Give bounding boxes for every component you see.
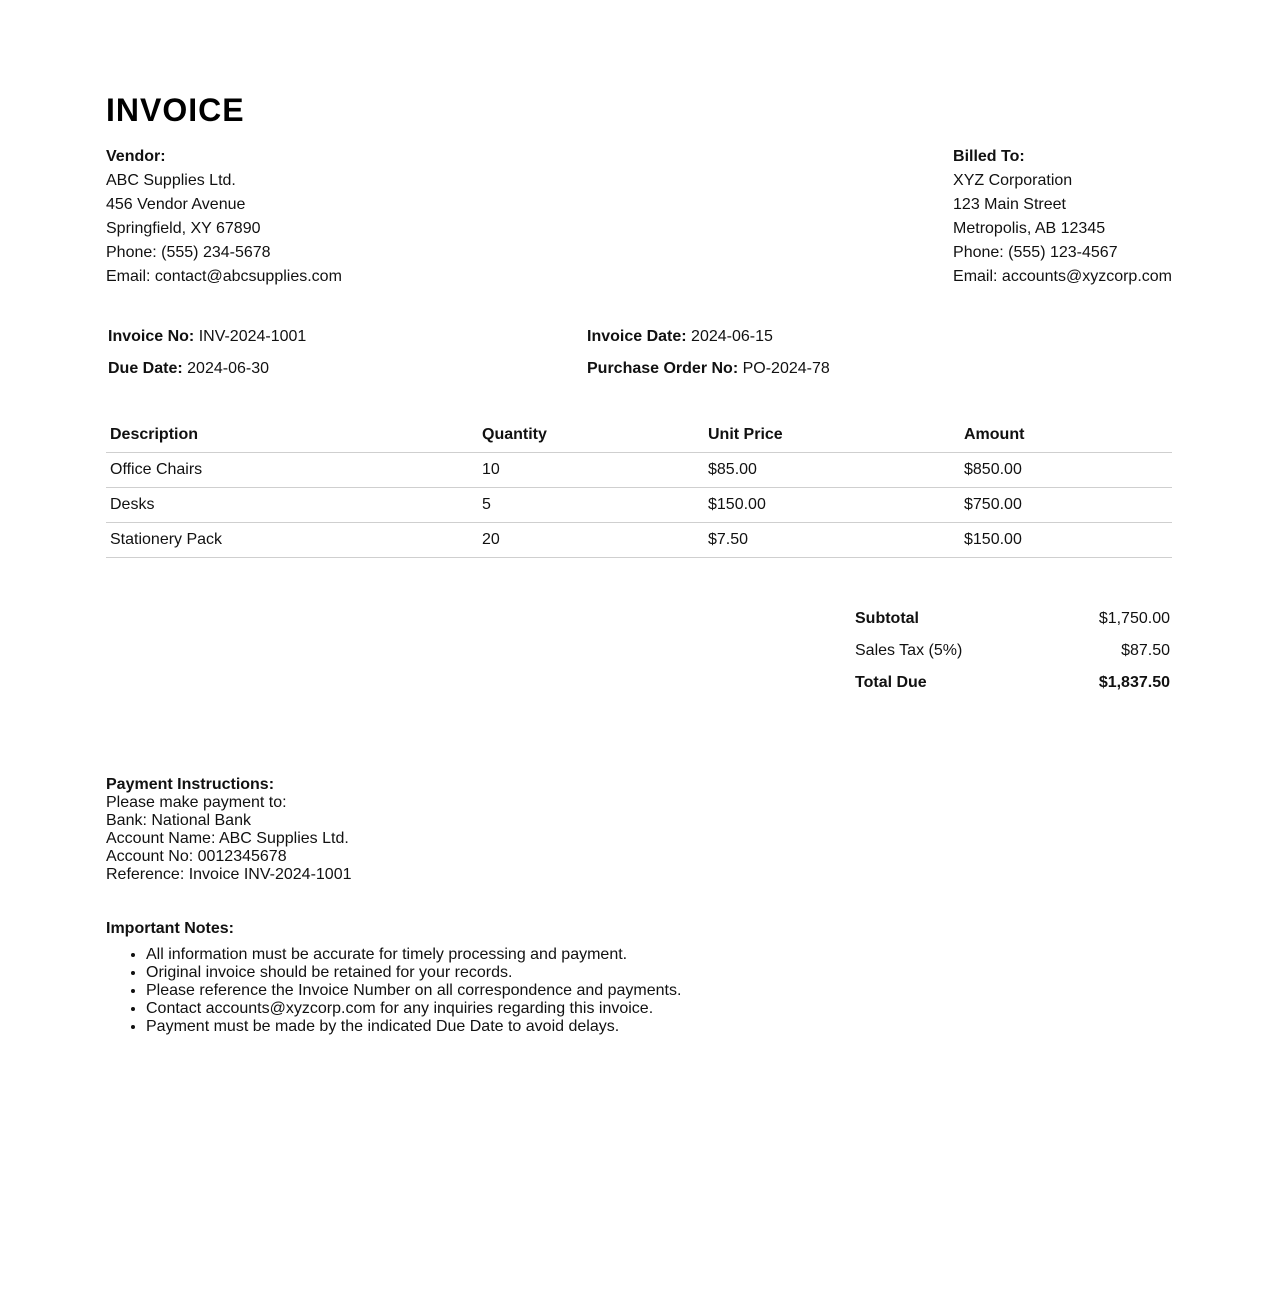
billed-to-city: Metropolis, AB 12345: [953, 220, 1106, 237]
payment-instructions: [106, 776, 351, 884]
total-due-value: $1,837.50: [1098, 674, 1170, 691]
list-item: • Contact accounts@xyzcorp.com for any inquiries regarding this invoice.: [146, 1000, 681, 1018]
item-amount: $150.00: [960, 523, 1172, 558]
vendor-phone: Phone: (555) 234-5678: [106, 244, 271, 261]
totals-block: [854, 603, 1172, 699]
payment-account-no: Account No: 0012345678: [106, 848, 287, 865]
item-unit-price: $85.00: [704, 453, 960, 488]
table-row: [106, 453, 1172, 488]
item-unit-price: $7.50: [704, 523, 960, 558]
list-item: • Please reference the Invoice Number on all correspondence and payments.: [146, 982, 681, 1000]
tax-row: [854, 635, 1172, 667]
important-notes: [106, 920, 681, 1036]
tax-value: $87.50: [1121, 642, 1170, 659]
notes-label: Important Notes:: [106, 920, 234, 937]
billed-to-label: Billed To:: [953, 148, 1025, 165]
item-description: Desks: [106, 488, 478, 523]
subtotal-row: [854, 603, 1172, 635]
invoice-date: [587, 321, 773, 353]
list-item: • Original invoice should be retained for your records.: [146, 964, 681, 982]
item-quantity: 5: [478, 488, 704, 523]
billed-to-phone: Phone: (555) 123-4567: [953, 244, 1118, 261]
item-description: Office Chairs: [106, 453, 478, 488]
notes-list: [106, 946, 681, 1036]
purchase-order: [587, 353, 830, 385]
purchase-order-label: Purchase Order No:: [587, 360, 739, 377]
header-description: Description: [106, 417, 478, 453]
tax-label: Sales Tax (5%): [855, 642, 963, 659]
item-description: Stationery Pack: [106, 523, 478, 558]
list-item: • All information must be accurate for timely processing and payment.: [146, 946, 681, 964]
line-items-table: [106, 417, 1172, 558]
table-row: [106, 488, 1172, 523]
purchase-order-value: PO-2024-78: [742, 360, 830, 377]
payment-reference: Reference: Invoice INV-2024-1001: [106, 866, 352, 883]
vendor-city: Springfield, XY 67890: [106, 220, 261, 237]
due-date-value: 2024-06-30: [187, 360, 269, 377]
total-due-label: Total Due: [855, 674, 927, 691]
payment-bank: Bank: National Bank: [106, 812, 251, 829]
vendor-label: Vendor:: [106, 148, 166, 165]
due-date-label: Due Date:: [108, 360, 183, 377]
subtotal-value: $1,750.00: [1098, 610, 1170, 627]
billed-to-email: Email: accounts@xyzcorp.com: [953, 268, 1172, 285]
item-amount: $750.00: [960, 488, 1172, 523]
header-quantity: Quantity: [478, 417, 704, 453]
invoice-meta: [106, 321, 1172, 385]
vendor-block: [106, 145, 342, 289]
item-quantity: 20: [478, 523, 704, 558]
invoice-date-label: Invoice Date:: [587, 328, 687, 345]
header-amount: Amount: [960, 417, 1172, 453]
invoice-title: INVOICE: [106, 92, 245, 128]
vendor-name: ABC Supplies Ltd.: [106, 172, 236, 189]
subtotal-label: Subtotal: [855, 610, 919, 627]
invoice-number-value: INV-2024-1001: [198, 328, 307, 345]
invoice-date-value: 2024-06-15: [691, 328, 773, 345]
payment-line: Please make payment to:: [106, 794, 287, 811]
payment-label: Payment Instructions:: [106, 776, 275, 793]
vendor-email: Email: contact@abcsupplies.com: [106, 268, 342, 285]
item-quantity: 10: [478, 453, 704, 488]
list-item: • Payment must be made by the indicated Due Date to avoid delays.: [146, 1018, 681, 1036]
table-header-row: [106, 417, 1172, 453]
vendor-street: 456 Vendor Avenue: [106, 196, 246, 213]
billed-to-street: 123 Main Street: [953, 196, 1066, 213]
total-due-row: [854, 667, 1172, 699]
item-unit-price: $150.00: [704, 488, 960, 523]
item-amount: $850.00: [960, 453, 1172, 488]
header-unit-price: Unit Price: [704, 417, 960, 453]
payment-account-name: Account Name: ABC Supplies Ltd.: [106, 830, 349, 847]
table-row: [106, 523, 1172, 558]
invoice-number-label: Invoice No:: [108, 328, 195, 345]
billed-to-name: XYZ Corporation: [953, 172, 1073, 189]
due-date: [108, 353, 269, 385]
meta-row: [106, 353, 1172, 385]
invoice-number: [108, 321, 306, 353]
meta-row: [106, 321, 1172, 353]
billed-to-block: [953, 145, 1172, 289]
